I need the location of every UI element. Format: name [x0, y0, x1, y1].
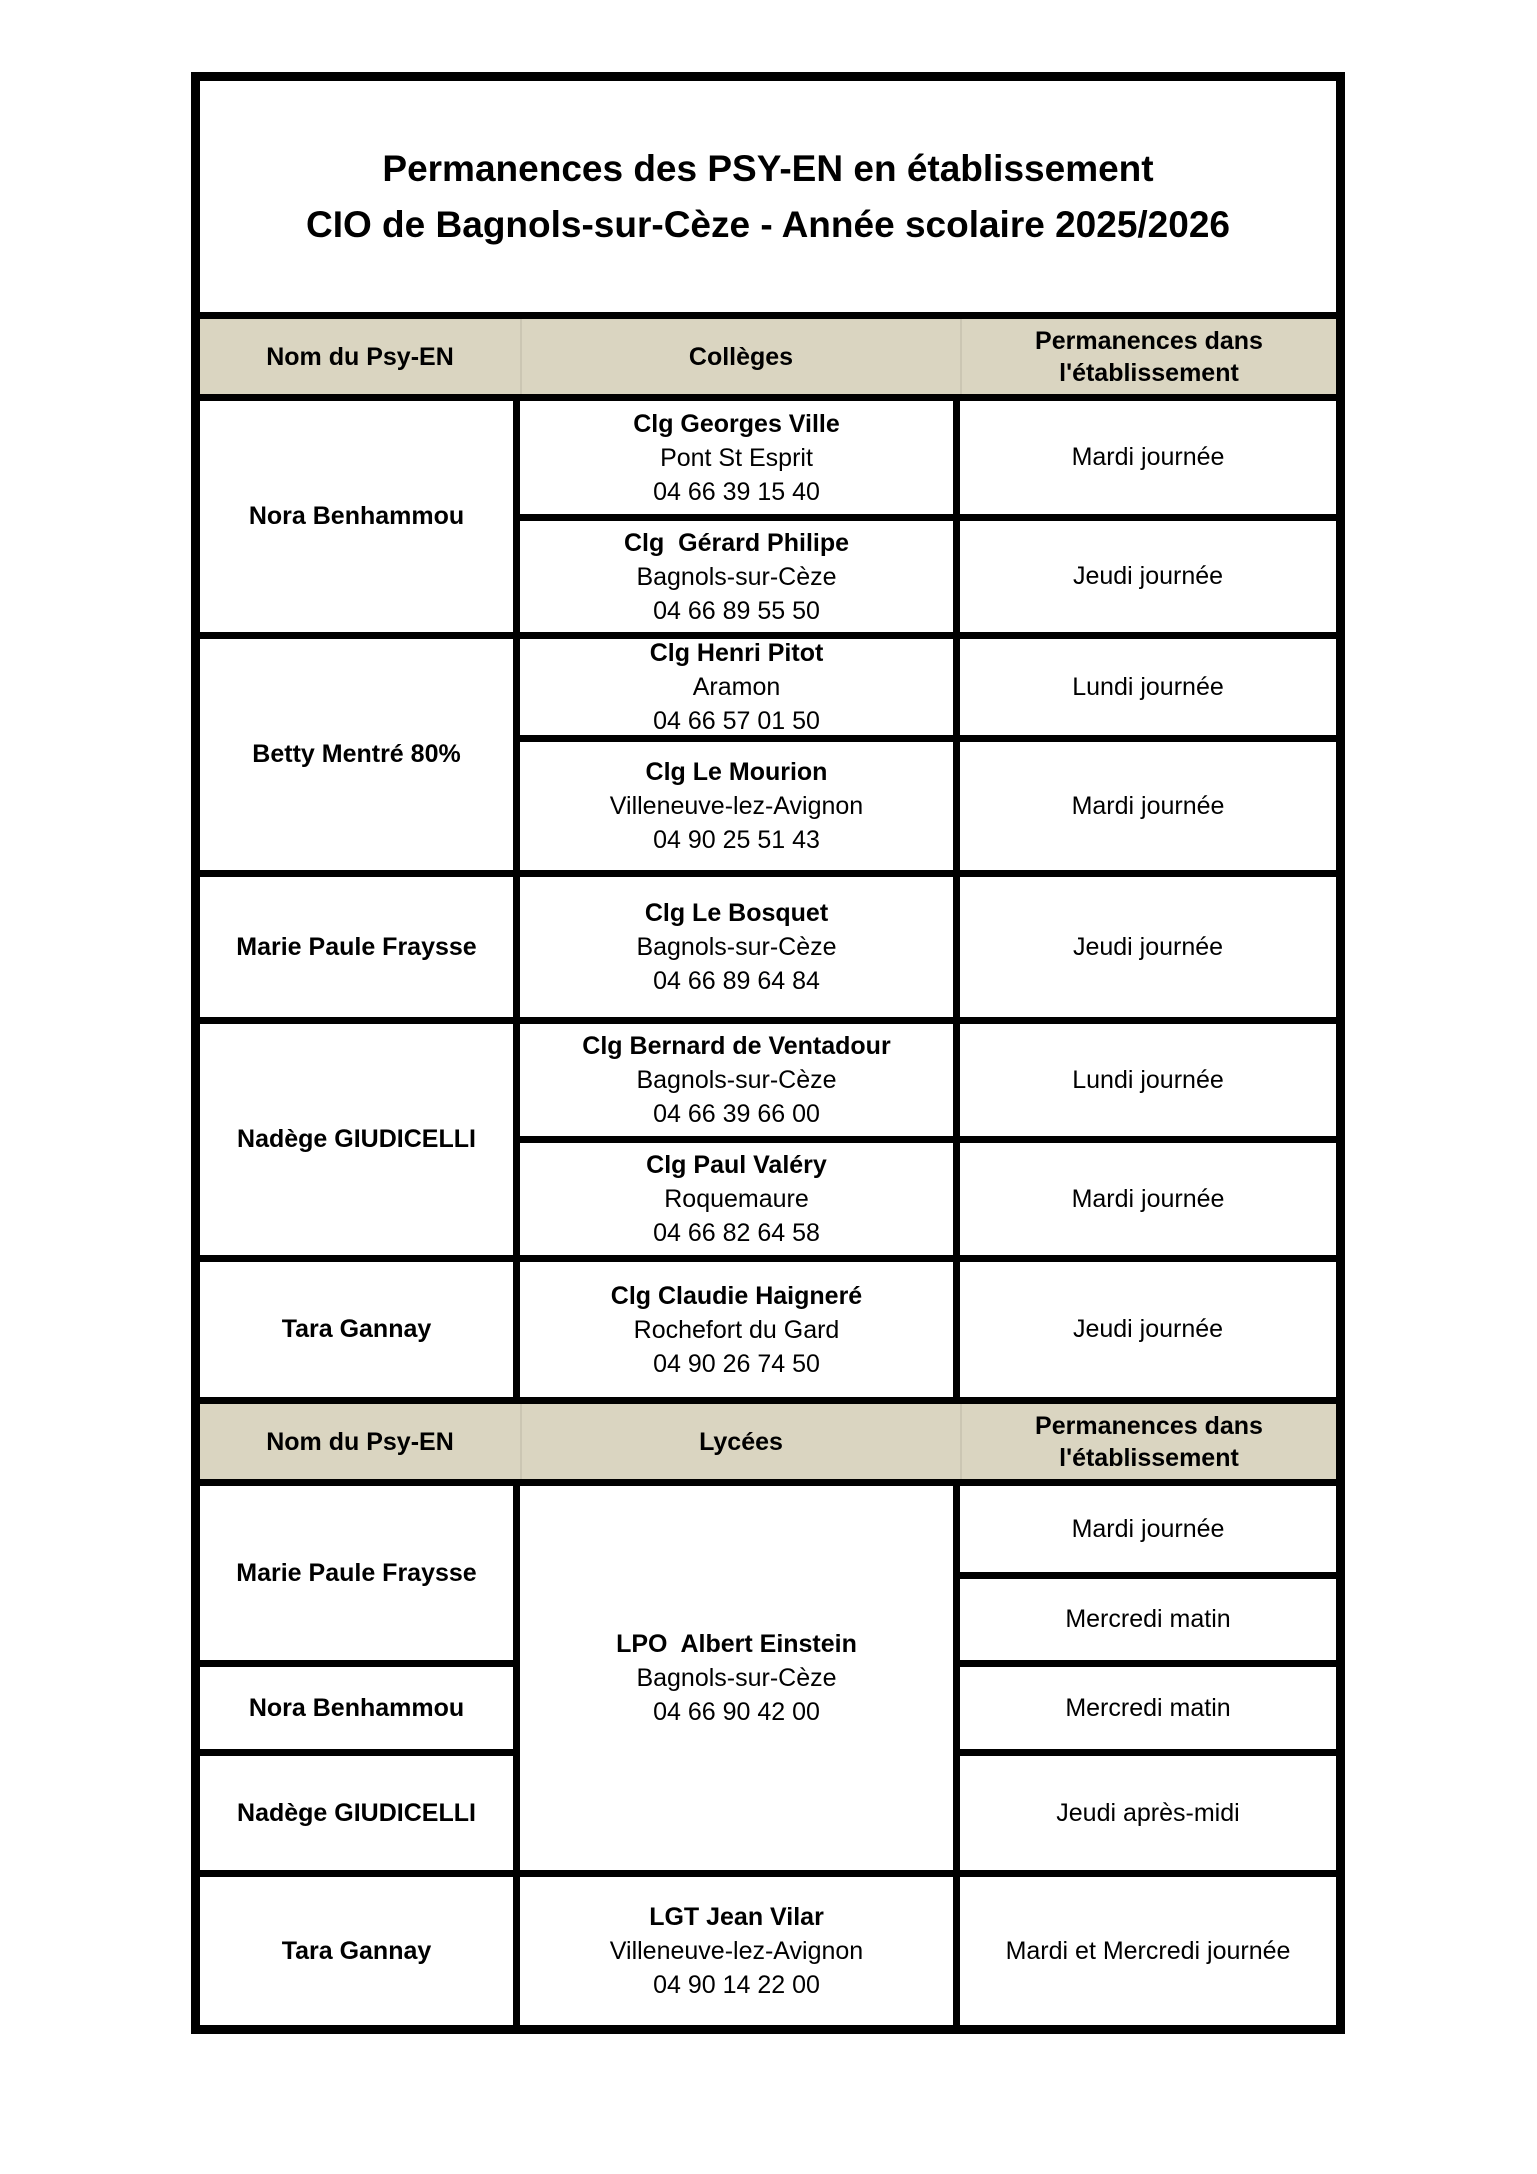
permanence-cell-georges-ville: Mardi journée: [960, 401, 1336, 514]
permanences-table: [191, 72, 1345, 2034]
colleges-header-permanences-label: Permanences dans l'établissement: [960, 319, 1336, 394]
school-phone: 04 66 39 66 00: [653, 1100, 820, 1128]
school-city: Bagnols-sur-Cèze: [636, 1664, 837, 1692]
school-phone: 04 66 39 15 40: [653, 477, 820, 506]
school-city: Aramon: [692, 673, 781, 701]
psy-cell-tara-gannay: Tara Gannay: [200, 1262, 513, 1397]
school-city: Rochefort du Gard: [633, 1315, 840, 1344]
school-name: Clg Paul Valéry: [646, 1151, 827, 1179]
permanence-cell-gerard-philipe: Jeudi journée: [960, 521, 1336, 632]
school-cell-clg-le-bosquet: [520, 877, 953, 1017]
school-city: Bagnols-sur-Cèze: [636, 933, 837, 961]
school-name: LGT Jean Vilar: [649, 1903, 824, 1931]
school-phone: 04 66 89 55 50: [653, 596, 820, 625]
school-phone: 04 66 57 01 50: [653, 707, 820, 735]
school-city: Pont St Esprit: [660, 443, 813, 472]
school-city: Bagnols-sur-Cèze: [636, 562, 837, 591]
school-phone: 04 90 14 22 00: [653, 1971, 820, 1999]
lycees-header-psy-label: Nom du Psy-EN: [266, 1427, 454, 1456]
colleges-header-psy-label: Nom du Psy-EN: [266, 342, 454, 371]
permanence-cell-fraysse-mercredi: Mercredi matin: [960, 1579, 1336, 1660]
school-name: Clg Henri Pitot: [649, 639, 824, 667]
school-cell-lgt-jean-vilar: [520, 1877, 953, 2025]
school-cell-clg-bernard-de-ventadour: [520, 1024, 953, 1136]
school-cell-lpo-albert-einstein: [520, 1486, 953, 1870]
colleges-header-band: [200, 319, 1336, 394]
school-cell-clg-gerard-philipe: [520, 521, 953, 632]
psy-cell-nora-benhammou: Nora Benhammou: [200, 401, 513, 632]
school-phone: 04 66 89 64 84: [653, 967, 820, 995]
psy-cell-marie-paule-fraysse: Marie Paule Fraysse: [200, 877, 513, 1017]
school-cell-clg-georges-ville: [520, 401, 953, 514]
school-city: Villeneuve-lez-Avignon: [609, 1937, 864, 1965]
colleges-header-schools-label: Collèges: [520, 319, 960, 394]
document-title-line-2: CIO de Bagnols-sur-Cèze - Année scolaire 2025/2026: [306, 203, 1230, 245]
school-name: Clg Le Mourion: [645, 758, 828, 786]
permanence-cell-paul-valery: Mardi journée: [960, 1143, 1336, 1255]
lycees-header-permanences-label: Permanences dans l'établissement: [960, 1404, 1336, 1479]
school-name: Clg Bernard de Ventadour: [582, 1032, 891, 1060]
school-phone: 04 90 26 74 50: [653, 1349, 820, 1378]
lycees-header-schools-label: Lycées: [520, 1404, 960, 1479]
school-name: Clg Le Bosquet: [644, 899, 829, 927]
permanence-cell-henri-pitot: Lundi journée: [960, 639, 1336, 735]
permanence-cell-le-bosquet: Jeudi journée: [960, 877, 1336, 1017]
permanence-cell-jean-vilar: Mardi et Mercredi journée: [960, 1877, 1336, 2025]
psy-cell-nadege-giudicelli: Nadège GIUDICELLI: [200, 1024, 513, 1255]
document-title-line-1: Permanences des PSY-EN en établissement: [382, 147, 1154, 189]
school-cell-clg-le-mourion: [520, 742, 953, 870]
permanence-cell-bernard-de-ventadour: Lundi journée: [960, 1024, 1336, 1136]
school-cell-clg-paul-valery: [520, 1143, 953, 1255]
psy-cell-betty-mentre: Betty Mentré 80%: [200, 639, 513, 870]
psy-cell-tara-gannay-lycee: Tara Gannay: [200, 1877, 513, 2025]
school-cell-clg-claudie-haignere: [520, 1262, 953, 1397]
school-name: Clg Gérard Philipe: [623, 528, 850, 557]
school-phone: 04 66 90 42 00: [653, 1698, 820, 1726]
school-name: LPO Albert Einstein: [616, 1630, 857, 1658]
permanence-cell-benhammou-mercredi: Mercredi matin: [960, 1667, 1336, 1749]
lycees-header-band: [200, 1404, 1336, 1479]
permanence-cell-fraysse-mardi: Mardi journée: [960, 1486, 1336, 1572]
title-block: [200, 81, 1336, 312]
psy-cell-marie-paule-fraysse-lycee: Marie Paule Fraysse: [200, 1486, 513, 1660]
school-phone: 04 90 25 51 43: [653, 826, 820, 854]
school-name: Clg Claudie Haigneré: [610, 1281, 863, 1310]
permanence-cell-giudicelli-jeudi: Jeudi après-midi: [960, 1756, 1336, 1870]
psy-cell-nora-benhammou-lycee: Nora Benhammou: [200, 1667, 513, 1749]
permanence-cell-claudie-haignere: Jeudi journée: [960, 1262, 1336, 1397]
school-city: Bagnols-sur-Cèze: [636, 1066, 837, 1094]
school-name: Clg Georges Ville: [633, 409, 840, 438]
permanence-cell-le-mourion: Mardi journée: [960, 742, 1336, 870]
school-city: Villeneuve-lez-Avignon: [609, 792, 864, 820]
psy-cell-nadege-giudicelli-lycee: Nadège GIUDICELLI: [200, 1756, 513, 1870]
school-phone: 04 66 82 64 58: [653, 1219, 820, 1247]
school-cell-clg-henri-pitot: [520, 639, 953, 735]
school-city: Roquemaure: [664, 1185, 809, 1213]
